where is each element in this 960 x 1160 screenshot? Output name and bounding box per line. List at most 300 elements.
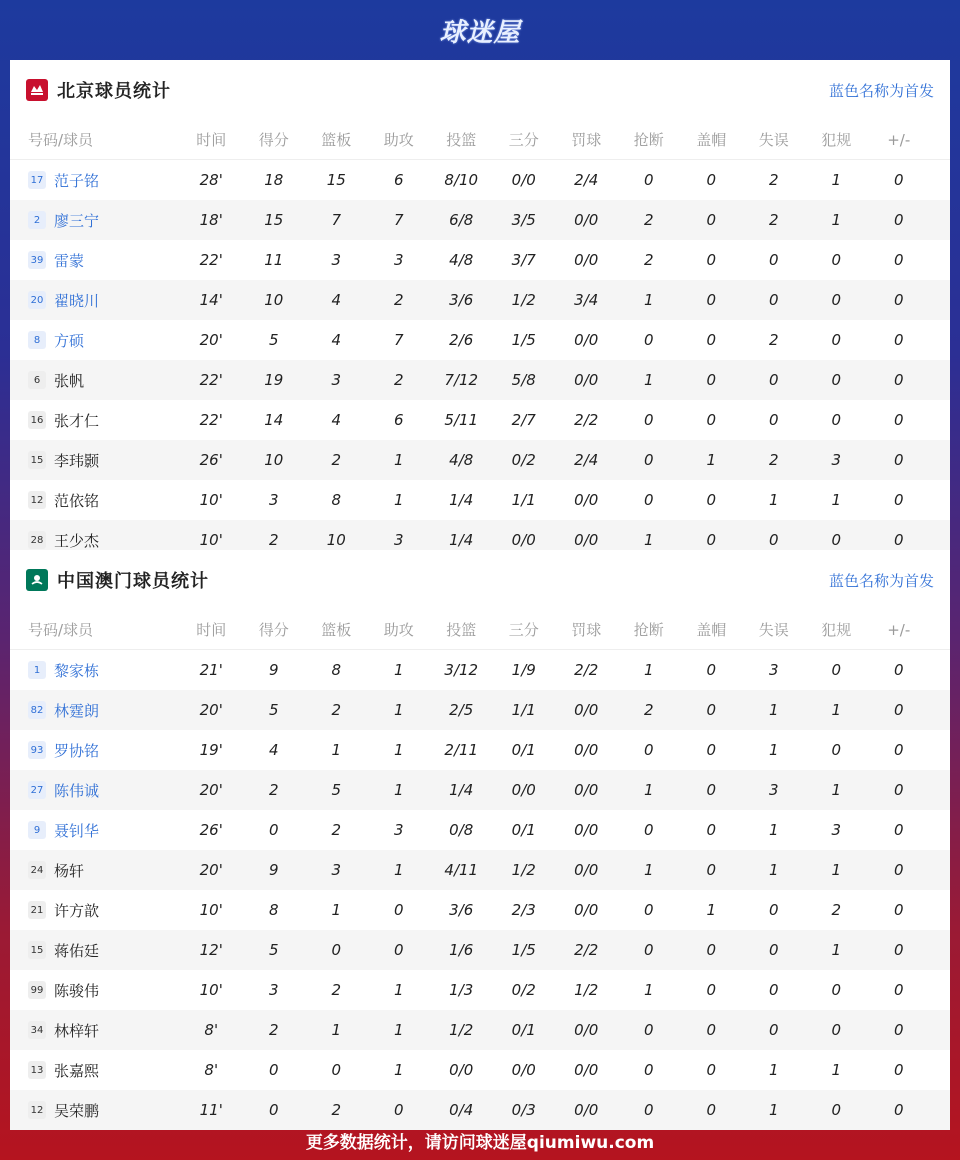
stat-cell: 0 <box>706 981 717 999</box>
stat-cell: 5 <box>268 941 279 959</box>
jersey-number-badge: 13 <box>28 1061 46 1079</box>
player-cell <box>10 490 180 511</box>
stat-cell: 0 <box>768 981 779 999</box>
player-row[interactable] <box>10 730 950 770</box>
stat-cell: 2 <box>331 981 342 999</box>
player-cell <box>10 330 180 351</box>
stat-cell: 0 <box>706 861 717 879</box>
stat-cell: 1 <box>393 981 404 999</box>
player-row[interactable] <box>10 930 950 970</box>
stat-cell: 14' <box>199 291 223 309</box>
stat-cell: 1/9 <box>511 661 536 679</box>
player-name: 吴荣鹏 <box>54 1101 100 1120</box>
stat-cell: 1 <box>393 1061 404 1079</box>
stat-cell: 0 <box>768 411 779 429</box>
jersey-number-badge: 6 <box>28 371 46 389</box>
player-cell <box>10 210 180 231</box>
stat-cell: 0 <box>893 531 904 549</box>
column-header: 抢断 <box>633 621 664 639</box>
stat-cell: 1 <box>831 941 842 959</box>
stat-cell: 0 <box>893 171 904 189</box>
player-cell <box>10 660 180 681</box>
stat-cell: 0 <box>893 451 904 469</box>
player-row[interactable] <box>10 1010 950 1050</box>
stat-cell: 4 <box>331 291 342 309</box>
stats-table <box>10 120 950 560</box>
player-name: 张才仁 <box>54 411 100 430</box>
stat-cell: 8' <box>204 1021 219 1039</box>
stat-cell: 1 <box>768 1061 779 1079</box>
column-header: +/- <box>887 620 911 639</box>
stat-cell: 0/0 <box>511 531 536 549</box>
player-cell <box>10 290 180 311</box>
stat-cell: 1 <box>643 781 654 799</box>
stat-cell: 28' <box>199 171 223 189</box>
player-cell <box>10 530 180 551</box>
stat-cell: 0/0 <box>574 1021 599 1039</box>
stat-cell: 2 <box>768 331 779 349</box>
stat-cell: 0/0 <box>449 1061 474 1079</box>
stat-cell: 0 <box>893 1021 904 1039</box>
stat-cell: 3 <box>768 781 779 799</box>
player-row[interactable] <box>10 320 950 360</box>
player-cell <box>10 980 180 1001</box>
stat-cell: 2 <box>643 251 654 269</box>
stat-cell: 3/7 <box>511 251 536 269</box>
stat-cell: 0 <box>706 291 717 309</box>
stat-cell: 0 <box>643 331 654 349</box>
column-header: 得分 <box>258 131 289 149</box>
jersey-number-badge: 8 <box>28 331 46 349</box>
stat-cell: 0 <box>643 741 654 759</box>
jersey-number-badge: 20 <box>28 291 46 309</box>
stat-cell: 8 <box>331 661 342 679</box>
stat-cell: 0/1 <box>511 1021 536 1039</box>
stat-cell: 0/4 <box>449 1101 474 1119</box>
stat-cell: 10' <box>199 531 223 549</box>
stat-cell: 1 <box>831 781 842 799</box>
stat-cell: 1 <box>831 701 842 719</box>
stat-cell: 0 <box>831 411 842 429</box>
stat-cell: 2/6 <box>449 331 474 349</box>
stat-cell: 3 <box>268 981 279 999</box>
stat-cell: 0 <box>893 211 904 229</box>
stat-cell: 2 <box>268 781 279 799</box>
stat-cell: 5 <box>268 331 279 349</box>
stat-cell: 22' <box>199 251 223 269</box>
player-row[interactable] <box>10 1050 950 1090</box>
stat-cell: 0 <box>393 941 404 959</box>
stat-cell: 0/0 <box>574 741 599 759</box>
player-row[interactable] <box>10 890 950 930</box>
stat-cell: 0 <box>331 1061 342 1079</box>
player-name[interactable]: 翟晓川 <box>54 291 100 310</box>
stat-cell: 2/4 <box>574 451 599 469</box>
stat-cell: 2 <box>643 211 654 229</box>
brand-logo: 球迷屋 <box>439 17 521 48</box>
column-header: 投篮 <box>446 621 477 639</box>
stat-cell: 0/1 <box>511 821 536 839</box>
player-cell <box>10 780 180 801</box>
jersey-number-badge: 34 <box>28 1021 46 1039</box>
stat-cell: 1/2 <box>449 1021 474 1039</box>
column-header: +/- <box>887 130 911 149</box>
stat-cell: 8 <box>268 901 279 919</box>
stat-cell: 0/0 <box>574 371 599 389</box>
stat-cell: 3/5 <box>511 211 536 229</box>
stat-cell: 0 <box>893 1101 904 1119</box>
team-header <box>10 550 950 610</box>
column-header: 三分 <box>508 621 539 639</box>
stat-cell: 2/2 <box>574 411 599 429</box>
stat-cell: 4 <box>331 331 342 349</box>
stat-cell: 0/2 <box>511 451 536 469</box>
stat-cell: 19 <box>264 371 284 389</box>
stat-cell: 0 <box>643 171 654 189</box>
stat-cell: 1 <box>393 491 404 509</box>
player-name[interactable]: 林霆朗 <box>54 701 100 720</box>
stat-cell: 20' <box>199 701 223 719</box>
player-name[interactable]: 黎家栋 <box>54 661 100 680</box>
stat-cell: 2/7 <box>511 411 536 429</box>
stat-cell: 0 <box>831 981 842 999</box>
footer-banner: 更多数据统计，请访问球迷屋qiumiwu.com <box>305 1132 655 1153</box>
stat-cell: 3 <box>831 821 842 839</box>
player-row[interactable] <box>10 200 950 240</box>
player-name[interactable]: 聂钊华 <box>54 821 100 840</box>
stat-cell: 0 <box>393 1101 404 1119</box>
stat-cell: 10' <box>199 491 223 509</box>
stat-cell: 2 <box>331 1101 342 1119</box>
stat-cell: 1 <box>768 741 779 759</box>
stat-cell: 26' <box>199 821 223 839</box>
jersey-number-badge: 9 <box>28 821 46 839</box>
table-header-row <box>10 610 950 650</box>
stat-cell: 0 <box>768 371 779 389</box>
stat-cell: 1 <box>831 171 842 189</box>
player-name[interactable]: 陈伟诚 <box>54 781 100 800</box>
team-header <box>10 60 950 120</box>
stat-cell: 0/1 <box>511 741 536 759</box>
stat-cell: 7 <box>393 331 404 349</box>
stat-cell: 2 <box>768 451 779 469</box>
stat-cell: 0/0 <box>574 1101 599 1119</box>
player-row[interactable] <box>10 770 950 810</box>
stat-cell: 0/8 <box>449 821 474 839</box>
player-name: 林梓轩 <box>54 1021 100 1040</box>
stat-cell: 20' <box>199 331 223 349</box>
column-header: 失误 <box>758 621 789 639</box>
stat-cell: 1 <box>643 531 654 549</box>
jersey-number-badge: 27 <box>28 781 46 799</box>
stat-cell: 0/0 <box>511 781 536 799</box>
stat-cell: 4/8 <box>449 251 474 269</box>
player-row[interactable] <box>10 970 950 1010</box>
stat-cell: 0 <box>768 531 779 549</box>
stat-cell: 20' <box>199 861 223 879</box>
team-title: 中国澳门球员统计 <box>57 571 209 592</box>
player-cell <box>10 740 180 761</box>
stat-cell: 0 <box>706 331 717 349</box>
jersey-number-badge: 1 <box>28 661 46 679</box>
stat-cell: 3 <box>393 821 404 839</box>
player-name: 张嘉熙 <box>54 1061 100 1080</box>
stat-cell: 1/5 <box>511 941 536 959</box>
stat-cell: 0 <box>643 1021 654 1039</box>
stat-cell: 1 <box>768 701 779 719</box>
stat-cell: 26' <box>199 451 223 469</box>
stat-cell: 2 <box>331 701 342 719</box>
player-row[interactable] <box>10 690 950 730</box>
stat-cell: 0/0 <box>574 781 599 799</box>
column-header: 三分 <box>508 131 539 149</box>
player-name[interactable]: 廖三宁 <box>54 211 100 230</box>
stat-cell: 0 <box>893 901 904 919</box>
stat-cell: 0 <box>768 901 779 919</box>
team-stats-card-macau <box>10 550 950 1120</box>
column-header: 号码/球员 <box>28 131 94 149</box>
stat-cell: 1 <box>393 701 404 719</box>
stat-cell: 11' <box>199 1101 223 1119</box>
jersey-number-badge: 39 <box>28 251 46 269</box>
stat-cell: 0 <box>393 901 404 919</box>
jersey-number-badge: 28 <box>28 531 46 549</box>
player-cell <box>10 410 180 431</box>
stat-cell: 19' <box>199 741 223 759</box>
stat-cell: 4/8 <box>449 451 474 469</box>
stat-cell: 0 <box>768 1021 779 1039</box>
stat-cell: 0 <box>831 741 842 759</box>
stat-cell: 1 <box>768 821 779 839</box>
stat-cell: 3 <box>768 661 779 679</box>
stat-cell: 1/1 <box>511 491 536 509</box>
stat-cell: 0 <box>706 411 717 429</box>
player-row[interactable] <box>10 360 950 400</box>
player-row[interactable] <box>10 280 950 320</box>
stat-cell: 2 <box>268 531 279 549</box>
stat-cell: 0 <box>706 211 717 229</box>
stat-cell: 5 <box>268 701 279 719</box>
jersey-number-badge: 15 <box>28 941 46 959</box>
stat-cell: 0/0 <box>574 331 599 349</box>
stat-cell: 1/6 <box>449 941 474 959</box>
stat-cell: 15 <box>326 171 346 189</box>
player-name: 张帆 <box>54 371 85 390</box>
stat-cell: 3 <box>331 371 342 389</box>
jersey-number-badge: 12 <box>28 491 46 509</box>
column-header: 犯规 <box>821 131 852 149</box>
player-row[interactable] <box>10 440 950 480</box>
player-cell <box>10 940 180 961</box>
stat-cell: 1/4 <box>449 491 474 509</box>
stat-cell: 3/4 <box>574 291 599 309</box>
stat-cell: 4 <box>331 411 342 429</box>
player-cell <box>10 1020 180 1041</box>
player-name: 李玮颢 <box>54 451 100 470</box>
column-header: 时间 <box>196 131 227 149</box>
stat-cell: 1 <box>768 1101 779 1119</box>
stat-cell: 0 <box>831 251 842 269</box>
stat-cell: 18 <box>264 171 284 189</box>
stat-cell: 0 <box>768 941 779 959</box>
stat-cell: 1 <box>393 741 404 759</box>
stat-cell: 0 <box>893 1061 904 1079</box>
column-header: 助攻 <box>383 621 414 639</box>
stat-cell: 0 <box>706 1101 717 1119</box>
stat-cell: 3 <box>331 251 342 269</box>
stat-cell: 0 <box>893 861 904 879</box>
stat-cell: 0/0 <box>574 701 599 719</box>
stat-cell: 0/0 <box>574 861 599 879</box>
player-row[interactable] <box>10 480 950 520</box>
stat-cell: 0 <box>706 491 717 509</box>
player-cell <box>10 250 180 271</box>
stat-cell: 0 <box>893 781 904 799</box>
player-row[interactable] <box>10 400 950 440</box>
stat-cell: 1/4 <box>449 531 474 549</box>
stat-cell: 2 <box>768 171 779 189</box>
player-name: 蒋佑廷 <box>54 941 100 960</box>
stat-cell: 5 <box>331 781 342 799</box>
stat-cell: 1 <box>831 211 842 229</box>
stat-cell: 3/6 <box>449 901 474 919</box>
stat-cell: 1/4 <box>449 781 474 799</box>
player-cell <box>10 900 180 921</box>
stat-cell: 0 <box>268 1101 279 1119</box>
stat-cell: 0 <box>893 941 904 959</box>
stat-cell: 1 <box>393 861 404 879</box>
stat-cell: 1 <box>831 1061 842 1079</box>
column-header: 号码/球员 <box>28 621 94 639</box>
stat-cell: 22' <box>199 411 223 429</box>
stat-cell: 10' <box>199 901 223 919</box>
stat-cell: 9 <box>268 661 279 679</box>
stat-cell: 0 <box>706 1061 717 1079</box>
column-header: 失误 <box>758 131 789 149</box>
stat-cell: 0 <box>706 371 717 389</box>
stat-cell: 8' <box>204 1061 219 1079</box>
stat-cell: 1 <box>331 1021 342 1039</box>
stat-cell: 0 <box>893 981 904 999</box>
jersey-number-badge: 17 <box>28 171 46 189</box>
player-row[interactable] <box>10 240 950 280</box>
stat-cell: 0 <box>831 661 842 679</box>
stat-cell: 0 <box>893 821 904 839</box>
player-name[interactable]: 罗协铭 <box>54 741 100 760</box>
player-name[interactable]: 范子铭 <box>54 171 100 190</box>
stat-cell: 10 <box>264 291 284 309</box>
stat-cell: 14 <box>264 411 284 429</box>
jersey-number-badge: 93 <box>28 741 46 759</box>
stat-cell: 0 <box>706 701 717 719</box>
jersey-number-badge: 16 <box>28 411 46 429</box>
stat-cell: 1/2 <box>574 981 599 999</box>
stat-cell: 0 <box>893 251 904 269</box>
stat-cell: 2/5 <box>449 701 474 719</box>
player-name[interactable]: 雷蒙 <box>54 251 85 270</box>
stat-cell: 1 <box>706 901 717 919</box>
stat-cell: 0 <box>643 1101 654 1119</box>
stat-cell: 0/0 <box>574 531 599 549</box>
stat-cell: 0/2 <box>511 981 536 999</box>
stat-cell: 2/4 <box>574 171 599 189</box>
stat-cell: 11 <box>264 251 284 269</box>
stat-cell: 3 <box>331 861 342 879</box>
starter-legend-note: 蓝色名称为首发 <box>828 572 934 590</box>
stat-cell: 1 <box>643 371 654 389</box>
player-cell <box>10 1100 180 1121</box>
player-row[interactable] <box>10 850 950 890</box>
stat-cell: 1 <box>643 291 654 309</box>
stat-cell: 6 <box>393 411 404 429</box>
stat-cell: 1 <box>393 1021 404 1039</box>
player-row[interactable] <box>10 810 950 850</box>
stat-cell: 0 <box>831 1101 842 1119</box>
stat-cell: 0 <box>768 291 779 309</box>
stat-cell: 1 <box>393 661 404 679</box>
stat-cell: 0 <box>831 371 842 389</box>
stat-cell: 0/3 <box>511 1101 536 1119</box>
player-cell <box>10 700 180 721</box>
stat-cell: 0 <box>893 741 904 759</box>
stat-cell: 8/10 <box>444 171 479 189</box>
stat-cell: 1/2 <box>511 861 536 879</box>
stat-cell: 0 <box>893 331 904 349</box>
column-header: 得分 <box>258 621 289 639</box>
stat-cell: 0 <box>893 701 904 719</box>
stat-cell: 5/11 <box>444 411 479 429</box>
stat-cell: 0/0 <box>574 491 599 509</box>
stat-cell: 0 <box>831 531 842 549</box>
stat-cell: 0 <box>831 291 842 309</box>
stat-cell: 2 <box>393 371 404 389</box>
jersey-number-badge: 12 <box>28 1101 46 1119</box>
stat-cell: 0 <box>831 1021 842 1039</box>
starter-legend-note: 蓝色名称为首发 <box>828 82 934 100</box>
stat-cell: 2 <box>768 211 779 229</box>
stat-cell: 0/0 <box>511 1061 536 1079</box>
stat-cell: 1/5 <box>511 331 536 349</box>
stat-cell: 0 <box>643 451 654 469</box>
jersey-number-badge: 21 <box>28 901 46 919</box>
stat-cell: 0/0 <box>574 901 599 919</box>
stat-cell: 3 <box>393 251 404 269</box>
stat-cell: 10' <box>199 981 223 999</box>
stat-cell: 0 <box>268 821 279 839</box>
player-name[interactable]: 方硕 <box>54 331 85 350</box>
player-row[interactable] <box>10 650 950 690</box>
stat-cell: 0 <box>643 491 654 509</box>
stat-cell: 21' <box>199 661 223 679</box>
stat-cell: 2/2 <box>574 661 599 679</box>
stat-cell: 0 <box>893 371 904 389</box>
stat-cell: 6 <box>393 171 404 189</box>
stat-cell: 0/0 <box>574 821 599 839</box>
player-cell <box>10 860 180 881</box>
stat-cell: 0 <box>643 411 654 429</box>
stat-cell: 3 <box>393 531 404 549</box>
stat-cell: 1 <box>768 491 779 509</box>
jersey-number-badge: 82 <box>28 701 46 719</box>
stat-cell: 0 <box>706 251 717 269</box>
stat-cell: 2 <box>268 1021 279 1039</box>
stat-cell: 6/8 <box>449 211 474 229</box>
player-row[interactable] <box>10 160 950 200</box>
stat-cell: 0 <box>706 781 717 799</box>
stat-cell: 1 <box>643 661 654 679</box>
stat-cell: 12' <box>199 941 223 959</box>
stat-cell: 18' <box>199 211 223 229</box>
